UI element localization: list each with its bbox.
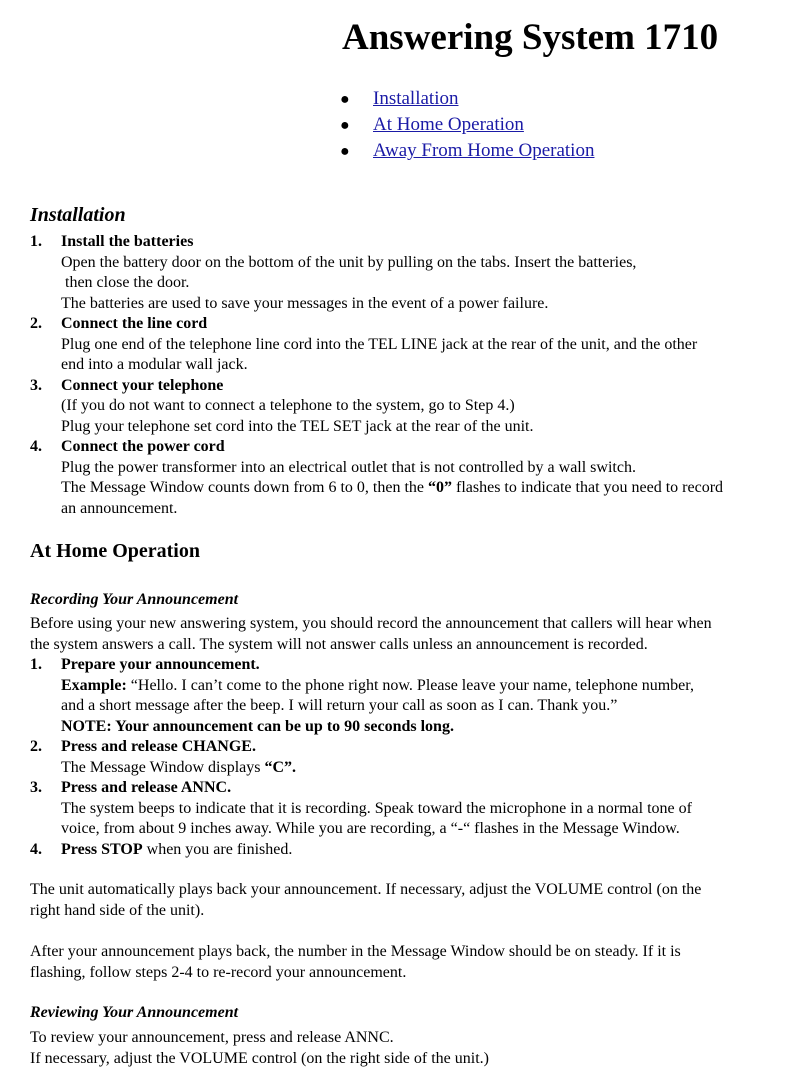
toc-item-at-home <box>340 112 594 138</box>
step-text <box>61 478 790 499</box>
paragraph-line: To review your announcement, press and release ANNC. <box>30 1029 394 1046</box>
step-text: Open the battery door on the bottom of the unit by pulling on the tabs. Insert the batteries, <box>61 253 637 271</box>
step-text: (If you do not want to connect a telephone to the system, go to Step 4.) <box>61 397 515 414</box>
table-of-contents <box>340 86 594 164</box>
step-title: Press and release CHANGE. <box>61 738 256 755</box>
step-text <box>61 676 790 697</box>
step-text <box>61 758 790 779</box>
step-title: Press STOP <box>61 840 143 858</box>
step-note: NOTE: Your announcement can be up to 90 seconds long. <box>61 717 454 735</box>
page-title: Answering System 1710 <box>342 17 719 58</box>
list-item <box>30 840 790 861</box>
step-text-part: The Message Window counts down from 6 to 0, then the <box>61 479 428 496</box>
step-text: voice, from about 9 inches away. While you are recording, a “-“ flashes in the Message Window. <box>61 820 680 837</box>
step-number: 3. <box>30 376 42 394</box>
paragraph-line: flashing, follow steps 2-4 to re-record your announcement. <box>30 963 407 981</box>
step-text: end into a modular wall jack. <box>61 356 248 373</box>
step-title: Install the batteries <box>61 233 194 250</box>
toc-link-installation[interactable]: Installation <box>373 88 459 109</box>
toc-link-away-from-home-operation[interactable]: Away From Home Operation <box>373 140 595 161</box>
installation-heading: Installation <box>30 204 126 226</box>
step-title: Connect the line cord <box>61 315 208 332</box>
step-text: and a short message after the beep. I will return your call as soon as I can. Thank you.” <box>61 697 618 714</box>
step-number: 3. <box>30 779 42 796</box>
step-number: 1. <box>30 233 42 250</box>
example-label: Example: <box>61 676 127 694</box>
paragraph-line: If necessary, adjust the VOLUME control (on the right side of the unit.) <box>30 1049 489 1067</box>
step-text-part: The Message Window displays <box>61 758 265 776</box>
intro-line: the system answers a call. The system will not answer calls unless an announcement is recorded. <box>30 635 648 653</box>
steady-paragraph <box>30 942 790 983</box>
display-c: “C”. <box>264 758 297 776</box>
step-text <box>61 840 790 861</box>
paragraph-line: The unit automatically plays back your announcement. If necessary, adjust the VOLUME control (on the <box>30 881 702 898</box>
installation-steps <box>30 232 790 519</box>
step-number: 2. <box>30 315 42 332</box>
list-item <box>30 437 790 519</box>
recording-intro <box>30 614 790 655</box>
recording-steps <box>30 655 790 860</box>
playback-paragraph <box>30 880 790 921</box>
intro-line: Before using your new answering system, you should record the announcement that callers will hear when <box>30 615 712 632</box>
step-number: 2. <box>30 738 42 755</box>
paragraph-line: right hand side of the unit). <box>30 901 205 919</box>
step-title: Prepare your announcement. <box>61 656 260 673</box>
list-item <box>30 376 790 438</box>
bullet-icon: ● <box>340 117 350 134</box>
list-item <box>30 232 790 314</box>
bullet-icon: ● <box>340 143 350 160</box>
example-text: “Hello. I can’t come to the phone right now. Please leave your name, telephone number, <box>126 676 694 694</box>
at-home-heading: At Home Operation <box>30 540 200 562</box>
step-title: Connect your telephone <box>61 376 224 394</box>
step-text-part: when you are finished. <box>142 840 293 858</box>
step-text: Plug one end of the telephone line cord into the TEL LINE jack at the rear of the unit, and the other <box>61 335 698 353</box>
toc-item-installation <box>340 86 594 112</box>
display-zero: “0” <box>428 479 452 496</box>
step-text: an announcement. <box>61 499 178 517</box>
step-number: 4. <box>30 438 42 455</box>
list-item <box>30 314 790 376</box>
toc-link-at-home-operation[interactable]: At Home Operation <box>373 114 524 135</box>
step-title: Press and release ANNC. <box>61 779 232 796</box>
step-text: then close the door. <box>65 274 190 291</box>
list-item <box>30 655 790 737</box>
reviewing-paragraph <box>30 1028 790 1069</box>
list-item <box>30 778 790 840</box>
paragraph-line: After your announcement plays back, the number in the Message Window should be on steady. If it is <box>30 943 681 960</box>
recording-heading: Recording Your Announcement <box>30 591 239 608</box>
step-number: 4. <box>30 840 42 858</box>
step-text: The batteries are used to save your messages in the event of a power failure. <box>61 294 549 312</box>
step-text: Plug your telephone set cord into the TEL SET jack at the rear of the unit. <box>61 417 534 435</box>
step-text-part: flashes to indicate that you need to record <box>452 479 724 496</box>
reviewing-heading: Reviewing Your Announcement <box>30 1004 239 1021</box>
bullet-icon: ● <box>340 91 350 108</box>
step-number: 1. <box>30 656 42 673</box>
list-item <box>30 737 790 778</box>
step-text: Plug the power transformer into an electrical outlet that is not controlled by a wall switch. <box>61 458 636 476</box>
toc-item-away <box>340 138 594 164</box>
step-text: The system beeps to indicate that it is recording. Speak toward the microphone in a normal tone of <box>61 799 692 817</box>
step-title: Connect the power cord <box>61 438 225 455</box>
